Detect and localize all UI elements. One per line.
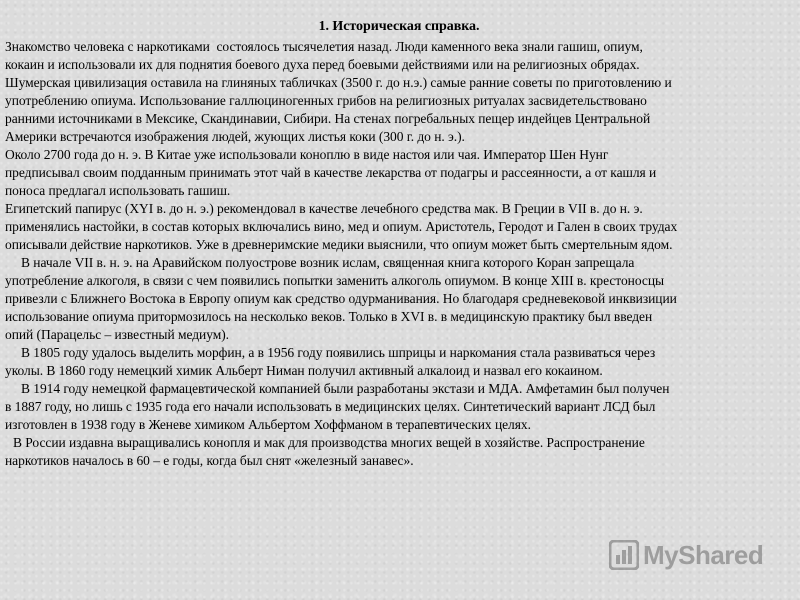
text-line: Шумерская цивилизация оставила на глиняных табличках (3500 г. до н.э.) самые ранние советы по приготовлению и (5, 75, 672, 90)
text-line: Америки встречаются изображения людей, жующих листья коки (300 г. до н. э.). (5, 129, 465, 144)
text-line: Знакомство человека с наркотиками состоялось тысячелетия назад. Люди каменного века знали гашиш, опиум, (5, 39, 643, 54)
text-line: наркотиков началось в 60 – е годы, когда был снят «железный занавес». (5, 453, 414, 468)
text-line: В начале VII в. н. э. на Аравийском полуострове возник ислам, священная книга которого Коран запрещала (21, 255, 635, 270)
text-line: Египетский папирус (XYI в. до н. э.) рекомендовал в качестве лечебного средства мак. В Греции в VII в. до н. э. (5, 201, 643, 216)
text-line: опий (Парацельс – известный медиум). (5, 327, 229, 342)
text-line: изготовлен в 1938 году в Женеве химиком Альбертом Хоффманом в терапевтических целях. (5, 417, 531, 432)
text-line: применялись настойки, в состав которых включались вино, мед и опиум. Аристотель, Геродот и Гален в своих трудах (5, 219, 678, 234)
text-line: В 1914 году немецкой фармацевтической компанией были разработаны экстази и МДА. Амфетамин был получен (21, 381, 670, 396)
text-line: употребление алкоголя, в связи с чем появились попытки заменить алкоголь опиумом. В конце XIII в. крестоносцы (5, 273, 665, 288)
text-line: Около 2700 года до н. э. В Китае уже использовали коноплю в виде настоя или чая. Император Шен Нунг (5, 147, 609, 162)
text-line: В 1805 году удалось выделить морфин, а в 1956 году появились шприцы и наркомания стала развиваться через (21, 345, 656, 360)
document-body (5, 17, 793, 470)
text-line: уколы. В 1860 году немецкий химик Альберт Ниман получил активный алкалоид и назвал его кокаином. (5, 363, 603, 378)
text-line: описывали действие наркотиков. Уже в древнеримские медики выяснили, что опиум может быть смертельным ядом. (5, 237, 673, 252)
watermark-text: MyShared (643, 539, 764, 570)
text-line: В России издавна выращивались конопля и мак для производства многих вещей в хозяйстве. Распространение (13, 435, 645, 450)
text-line: употреблению опиума. Использование галлюциногенных грибов на религиозных ритуалах засвидетельствовано (5, 93, 647, 108)
text-line: привезли с Ближнего Востока в Европу опиум как средство одурманивания. Но благодаря средневековой инквизиции (5, 291, 677, 306)
text-line: использование опиума притормозилось на несколько веков. Только в XVI в. в медицинскую практику был введен (5, 309, 653, 324)
text-line: ранними источниками в Мексике, Скандинавии, Сибири. На стенах погребальных пещер индейцев Центральной (5, 111, 651, 126)
myshared-watermark (609, 536, 769, 574)
bar-chart-logo-icon (609, 540, 639, 570)
text-line: в 1887 году, но лишь с 1935 года его начали использовать в медицинских целях. Синтетический вариант ЛСД был (5, 399, 656, 414)
section-heading: 1. Историческая справка. (318, 19, 480, 34)
text-line: кокаин и использовали их для поднятия боевого духа перед боевыми действиями или на религиозных обрядах. (5, 57, 640, 72)
text-line: предписывал своим подданным принимать этот чай в качестве лекарства от подагры и рассеянности, а от кашля и (5, 165, 657, 180)
text-line: поноса предлагал использовать гашиш. (5, 183, 231, 198)
